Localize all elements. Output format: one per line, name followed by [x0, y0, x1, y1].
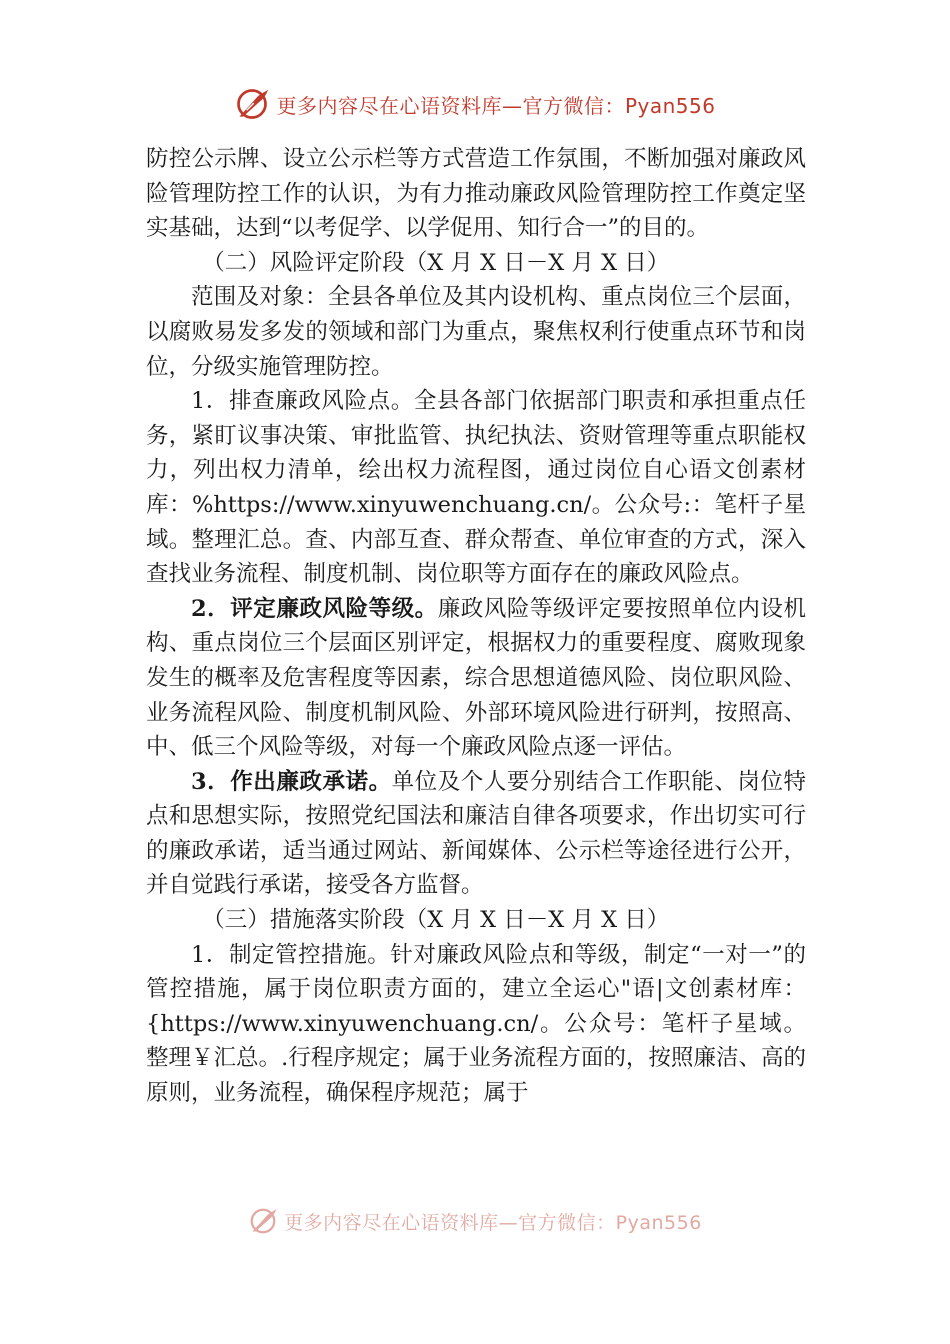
- quill-pen-logo-icon: [234, 86, 270, 122]
- page-footer-watermark: [0, 1204, 950, 1238]
- paragraph-text: （三）措施落实阶段（X 月 X 日－X 月 X 日）: [202, 907, 670, 934]
- page-header-watermark: [0, 84, 950, 124]
- document-body: [146, 142, 806, 1111]
- footer-watermark-text: 更多内容尽在心语资料库—官方微信：Pyan556: [284, 1211, 702, 1234]
- quill-pen-logo-icon: [248, 1206, 278, 1236]
- paragraph-lead: 3．作出廉政承诺。: [191, 768, 392, 795]
- paragraph-text: 单位及个人要分别结合工作职能、岗位特点和思想实际，按照党纪国法和廉洁自律各项要求，作出切实可行的廉政承诺，适当通过网站、新闻媒体、公示栏等途径进行公开，并自觉践行承诺，接受各方监督。: [146, 768, 806, 899]
- paragraph-text: 1．制定管控措施。针对廉政风险点和等级，制定“一对一”的管控措施，属于岗位职责方面的，建立全运心"语|文创素材库：{https://www.xinyuwenchuang.cn/。公众号：笔杆子星域。整理￥汇总。.行程序规定；属于业务流程方面的，按照廉洁、高的原则，业务流程，确保程序规范；属于: [146, 941, 806, 1107]
- section-heading: [146, 246, 806, 281]
- body-paragraph: [146, 280, 806, 384]
- body-paragraph: [146, 765, 806, 903]
- body-paragraph: [146, 384, 806, 592]
- paragraph-text: 廉政风险等级评定要按照单位内设机构、重点岗位三个层面区别评定，根据权力的重要程度、腐败现象发生的概率及危害程度等因素，综合思想道德风险、岗位职风险、业务流程风险、制度机制风险、外部环境风险进行研判，按照高、中、低三个风险等级，对每一个廉政风险点逐一评估。: [146, 595, 806, 761]
- paragraph-text: （二）风险评定阶段（X 月 X 日－X 月 X 日）: [202, 249, 670, 276]
- paragraph-lead: 2．评定廉政风险等级。: [191, 595, 438, 622]
- section-heading: [146, 903, 806, 938]
- paragraph-text: 防控公示牌、设立公示栏等方式营造工作氛围，不断加强对廉政风险管理防控工作的认识，为有力推动廉政风险管理防控工作奠定坚实基础，达到“以考促学、以学促用、知行合一”的目的。: [146, 146, 806, 242]
- body-paragraph: [146, 142, 806, 246]
- body-paragraph: [146, 938, 806, 1111]
- header-watermark-text: 更多内容尽在心语资料库—官方微信：Pyan556: [276, 93, 716, 118]
- paragraph-text: 范围及对象：全县各单位及其内设机构、重点岗位三个层面，以腐败易发多发的领域和部门为重点，聚焦权利行使重点环节和岗位，分级实施管理防控。: [146, 284, 806, 380]
- body-paragraph: [146, 592, 806, 765]
- paragraph-text: 1．排查廉政风险点。全县各部门依据部门职责和承担重点任务，紧盯议事决策、审批监管、执纪执法、资财管理等重点职能权力，列出权力清单，绘出权力流程图，通过岗位自心语文创素材库：%https://www.xinyuwenchuang.cn/。公众号:：笔杆子星域。整理汇总。查、内部互查、群众帮查、单位审查的方式，深入查找业务流程、制度机制、岗位职等方面存在的廉政风险点。: [146, 388, 806, 588]
